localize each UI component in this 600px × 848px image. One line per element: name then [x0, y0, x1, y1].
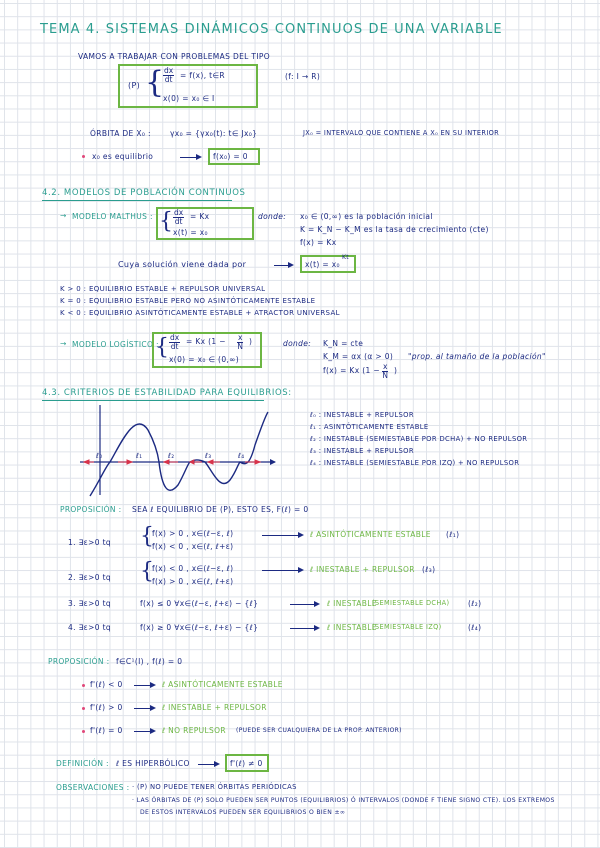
- flow-arrow-head: [255, 460, 260, 464]
- malthus-def-2: K = K_N − K_M es la tasa de crecimiento (cte): [300, 225, 489, 234]
- malthus-eq2: x(t) = x₀: [173, 228, 208, 237]
- logistic-eq1-fden: N: [237, 341, 244, 351]
- logistic-donde: donde:: [283, 339, 312, 348]
- legend-l2: ℓ₂ : INESTABLE (SEMIESTABLE POR DCHA) + NO REPULSOR: [310, 435, 528, 443]
- logistic-def-2: K_M = αx (α > 0): [323, 352, 394, 361]
- malthus-solution-exponent: Kt: [342, 254, 349, 261]
- logistic-def-2-note: "prop. al tamaño de la población": [408, 352, 546, 361]
- bullet: [82, 155, 85, 158]
- arrow: [262, 535, 302, 536]
- logistic-eq1-fnum: x: [238, 333, 243, 342]
- prop2-item1-cond: f'(ℓ) < 0: [90, 680, 123, 689]
- graph-label-l2: ℓ₂: [168, 452, 175, 460]
- prop1-item3-note: (SEMIESTABLE DCHA): [372, 599, 450, 607]
- arrow: [290, 628, 318, 629]
- logistic-def-1: K_N = cte: [323, 339, 364, 348]
- problem-derivative: [163, 67, 174, 84]
- prop1-item3-tag: (ℓ₂): [468, 599, 482, 608]
- malthus-donde: donde:: [258, 212, 287, 221]
- legend-l4: ℓ₄ : INESTABLE (SEMIESTABLE POR IZQ) + NO REPULSOR: [310, 459, 520, 467]
- logistic-eq2: x(0) = x₀ ∈ (0,∞): [169, 355, 240, 364]
- prop2-item3-cond: f'(ℓ) = 0: [90, 726, 123, 735]
- proposition-2-label: PROPOSICIÓN :: [48, 657, 110, 666]
- legend-l3: ℓ₃ : INESTABLE + REPULSOR: [310, 447, 414, 455]
- malthus-brace: {: [159, 209, 173, 234]
- prop2-item3-note: (PUEDE SER CUALQUIERA DE LA PROP. ANTERIOR): [236, 727, 402, 734]
- orbit-label: ÓRBITA DE X₀ :: [90, 129, 151, 138]
- malthus-derivative: [173, 209, 184, 226]
- malthus-eq1-num: dx: [174, 208, 184, 217]
- definition-condition: f'(ℓ) ≠ 0: [230, 759, 263, 768]
- problem-eq1: = f(x), t∈R: [180, 71, 225, 80]
- flow-arrow-head: [84, 460, 89, 464]
- arrow: [180, 157, 200, 158]
- flow-arrow-head: [208, 460, 213, 464]
- prop1-item1-cond-a: f(x) > 0 , x∈(ℓ−ε, ℓ): [152, 529, 234, 538]
- prop1-item4-result: ℓ INESTABLE: [327, 623, 377, 632]
- logistic-eq1-close: ): [249, 337, 253, 346]
- flow-arrow-head: [190, 460, 194, 464]
- logistic-derivative: [169, 334, 180, 351]
- arrow: [134, 685, 154, 686]
- graph-label-l0: ℓ₀: [96, 452, 103, 460]
- arrow: [134, 708, 154, 709]
- case-k-positive: K > 0 : EQUILIBRIO ESTABLE + REPULSOR UNIVERSAL: [60, 285, 266, 293]
- heading-underline: [42, 200, 232, 201]
- observation-2: · LAS ÓRBITAS DE (P) SOLO PUEDEN SER PUNTOS (EQUILIBRIOS) Ó INTERVALOS (DONDE F TIENE SIGNO CTE). LOS EXTREMOS: [132, 797, 555, 804]
- graph-label-l3: ℓ₃: [205, 452, 212, 460]
- equilibrium-label: x₀ es equilibrio: [92, 152, 154, 161]
- prop1-item2-cond-a: f(x) < 0 , x∈(ℓ−ε, ℓ): [152, 564, 234, 573]
- proposition-1-label: PROPOSICIÓN :: [60, 505, 122, 514]
- problem-eq2: x(0) = x₀ ∈ I: [163, 94, 215, 103]
- arrow: [198, 764, 218, 765]
- definition-label: DEFINICIÓN :: [56, 759, 109, 768]
- prop1-item3-cond: f(x) ≤ 0 ∀x∈(ℓ−ε, ℓ+ε) − {ℓ}: [140, 599, 259, 608]
- graph-x-axis-arrowhead: [270, 459, 276, 465]
- bullet: [82, 730, 85, 733]
- definition-text: ℓ ES HIPERBÓLICO: [116, 759, 190, 768]
- logistic-label: MODELO LOGÍSTICO :: [72, 340, 159, 349]
- bullet: [82, 707, 85, 710]
- problem-brace: {: [145, 65, 165, 100]
- malthus-arrow: →: [60, 211, 67, 220]
- malthus-def-1: x₀ ∈ (0,∞) es la población inicial: [300, 212, 433, 221]
- prop1-item4-number: 4. ∃ε>0 tq: [68, 623, 111, 632]
- prop1-item1-result: ℓ ASINTÓTICAMENTE ESTABLE: [310, 530, 431, 539]
- prop1-item2-number: 2. ∃ε>0 tq: [68, 573, 111, 582]
- section-4-3-heading: 4.3. CRITERIOS DE ESTABILIDAD PARA EQUILIBRIOS:: [42, 388, 292, 398]
- logistic-brace: {: [155, 335, 169, 360]
- observation-1: · (P) NO PUEDE TENER ÓRBITAS PERIÓDICAS: [132, 783, 297, 791]
- malthus-solution-text: Cuya solución viene dada por: [118, 260, 247, 269]
- logistic-def-3-fraction: [382, 363, 388, 380]
- proposition-2-text: f∈C¹(I) , f(ℓ) = 0: [116, 657, 183, 666]
- logistic-d3-fnum: x: [383, 362, 388, 371]
- arrow: [262, 570, 302, 571]
- prop1-item4-tag: (ℓ₄): [468, 623, 482, 632]
- prop1-item3-result: ℓ INESTABLE: [327, 599, 377, 608]
- prop2-item2-result: ℓ INESTABLE + REPULSOR: [162, 703, 267, 712]
- graph-label-l1: ℓ₁: [136, 452, 143, 460]
- prop2-item3-result: ℓ NO REPULSOR: [162, 726, 226, 735]
- malthus-label: MODELO MALTHUS :: [72, 212, 153, 221]
- prop1-item4-note: (SEMIESTABLE IZQ): [372, 623, 442, 631]
- prop1-item2-brace: {: [140, 559, 154, 584]
- prop2-item2-cond: f'(ℓ) > 0: [90, 703, 123, 712]
- arrow: [134, 731, 154, 732]
- observation-3: DE ESTOS INTERVALOS PUEDEN SER EQUILIBRIOS O BIEN ±∞: [140, 809, 346, 816]
- problem-eq1-den: dt: [164, 74, 173, 84]
- proposition-1-text: SEA ℓ EQUILIBRIO DE (P), ESTO ES, F(ℓ) = 0: [132, 505, 309, 514]
- orbit-definition: γx₀ = {γx₀(t): t∈ Jx₀}: [170, 129, 258, 138]
- bullet: [82, 684, 85, 687]
- flow-arrow-head: [127, 460, 132, 464]
- prop1-item1-tag: (ℓ₁): [446, 530, 460, 539]
- section-4-2-heading: 4.2. MODELOS DE POBLACIÓN CONTINUOS: [42, 188, 246, 198]
- arrow: [290, 604, 318, 605]
- legend-l0: ℓ₀ : INESTABLE + REPULSOR: [310, 411, 414, 419]
- intro-text: VAMOS A TRABAJAR CON PROBLEMAS DEL TIPO: [78, 52, 271, 61]
- page-title: TEMA 4. SISTEMAS DINÁMICOS CONTINUOS DE UNA VARIABLE: [40, 22, 503, 37]
- logistic-eq1: = Kx (1 −: [186, 337, 226, 346]
- logistic-eq1-den: dt: [170, 341, 179, 351]
- logistic-eq1-num: dx: [170, 333, 180, 342]
- logistic-def-3-close: ): [394, 366, 398, 375]
- prop1-item4-cond: f(x) ≥ 0 ∀x∈(ℓ−ε, ℓ+ε) − {ℓ}: [140, 623, 259, 632]
- problem-label: (P): [128, 81, 141, 90]
- prop1-item1-brace: {: [140, 524, 154, 549]
- malthus-eq1: = Kx: [190, 212, 210, 221]
- prop1-item2-tag: (ℓ₃): [422, 565, 436, 574]
- logistic-arrow: →: [60, 339, 67, 348]
- malthus-solution: x(t) = x₀: [305, 260, 340, 269]
- prop1-item1-number: 1. ∃ε>0 tq: [68, 538, 111, 547]
- orbit-interval: JX₀ = INTERVALO QUE CONTIENE A X₀ EN SU INTERIOR: [303, 129, 500, 137]
- case-k-negative: K < 0 : EQUILIBRIO ASINTÓTICAMENTE ESTABLE + ATRACTOR UNIVERSAL: [60, 309, 340, 317]
- flow-arrow-head: [164, 460, 169, 464]
- arrow: [274, 265, 292, 266]
- prop2-item1-result: ℓ ASINTÓTICAMENTE ESTABLE: [162, 680, 283, 689]
- prop1-item3-number: 3. ∃ε>0 tq: [68, 599, 111, 608]
- malthus-eq1-den: dt: [174, 216, 183, 226]
- problem-eq1-num: dx: [164, 66, 174, 75]
- stability-graph: [80, 400, 280, 500]
- problem-map: (f: I → R): [285, 72, 321, 81]
- graph-label-l4: ℓ₄: [238, 452, 245, 460]
- logistic-d3-fden: N: [382, 370, 389, 380]
- malthus-def-3: f(x) = Kx: [300, 238, 337, 247]
- prop1-item1-cond-b: f(x) < 0 , x∈(ℓ, ℓ+ε): [152, 542, 234, 551]
- prop1-item2-result: ℓ INESTABLE + REPULSOR: [310, 565, 415, 574]
- case-k-zero: K = 0 : EQUILIBRIO ESTABLE PERO NO ASINTÓTICAMENTE ESTABLE: [60, 297, 316, 305]
- legend-l1: ℓ₁ : ASINTÓTICAMENTE ESTABLE: [310, 423, 429, 431]
- logistic-def-3: f(x) = Kx (1 −: [323, 366, 380, 375]
- prop1-item2-cond-b: f(x) > 0 , x∈(ℓ, ℓ+ε): [152, 577, 234, 586]
- observations-label: OBSERVACIONES :: [56, 783, 130, 792]
- equilibrium-condition: f(x₀) = 0: [213, 152, 248, 161]
- logistic-fraction: [237, 334, 243, 351]
